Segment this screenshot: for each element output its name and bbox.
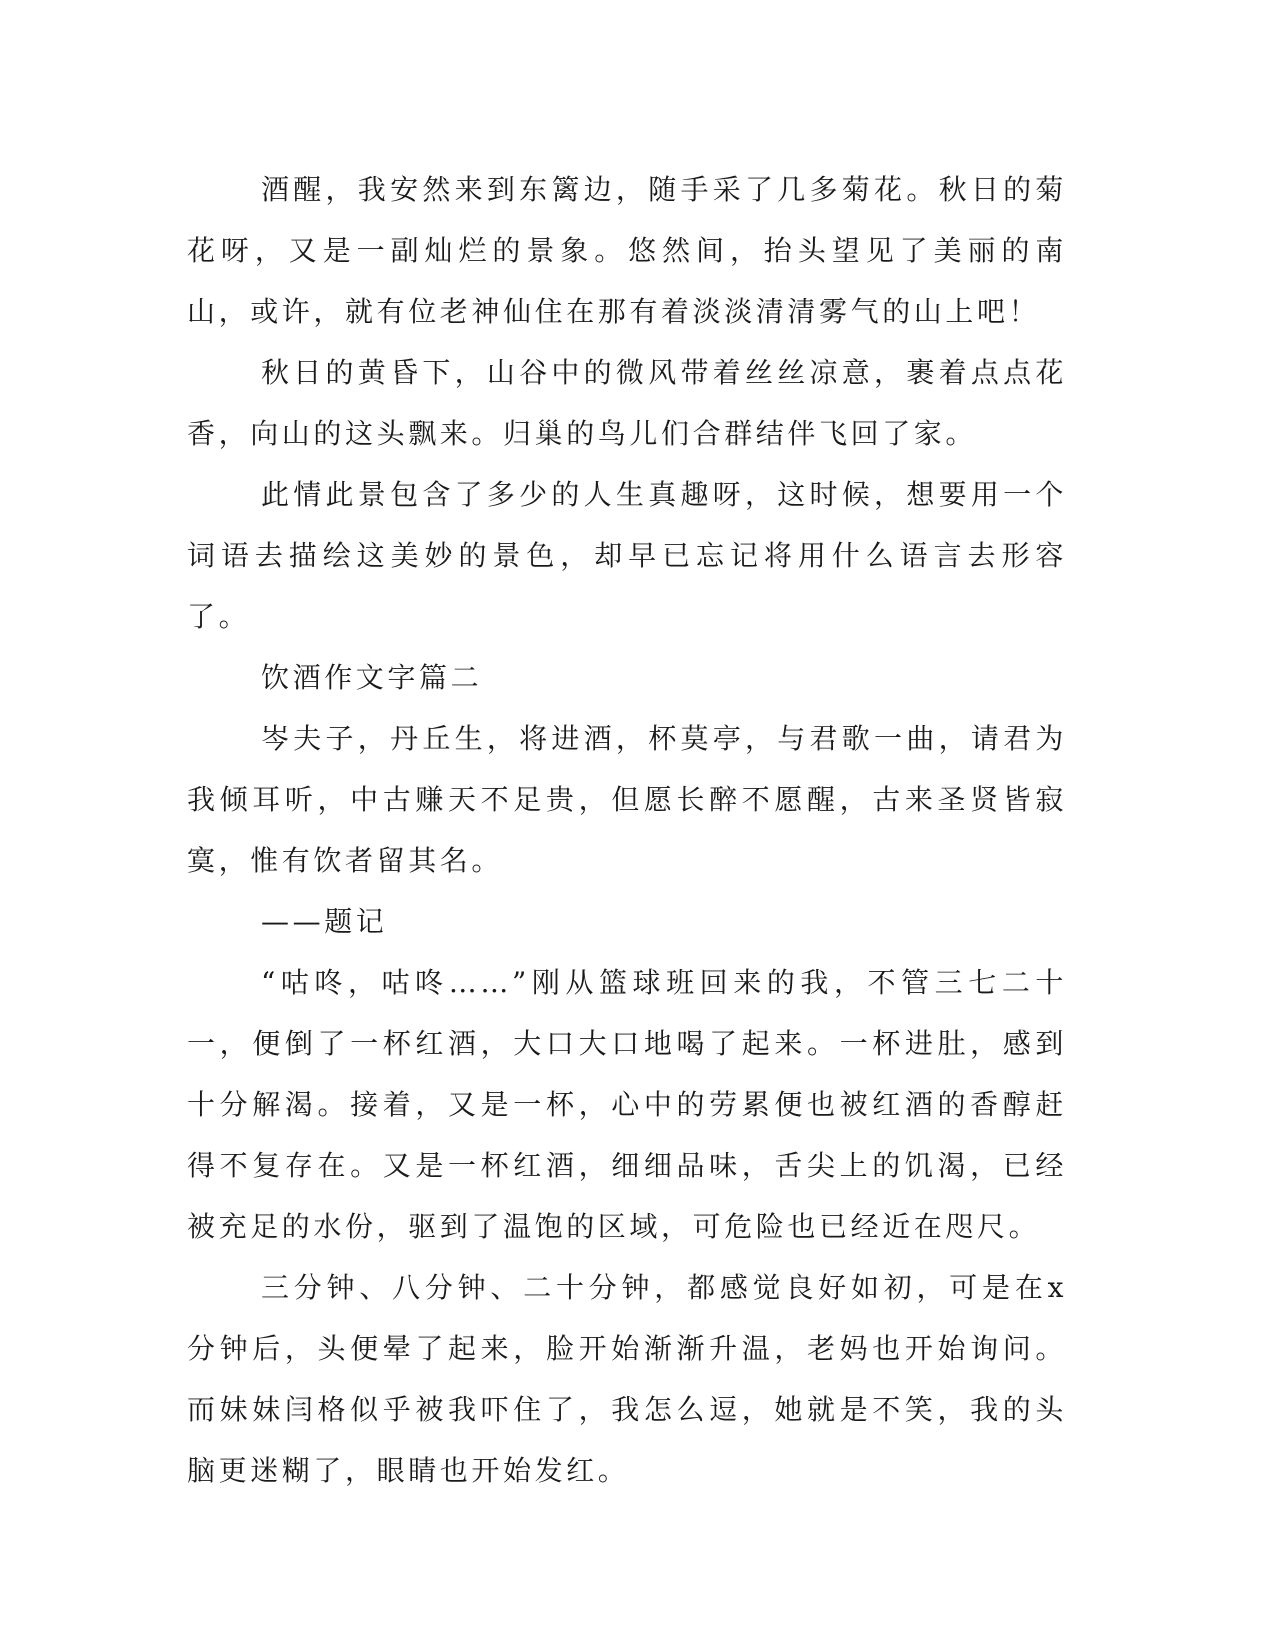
paragraph: “咕咚，咕咚……”刚从篮球班回来的我，不管三七二十一，便倒了一杯红酒，大口大口地喝了起来。一杯进肚，感到十分解渴。接着，又是一杯，心中的劳累便也被红酒的香醇赶得不复存在。又是一杯红酒，细细品味，舌尖上的饥渴，已经被充足的水份，驱到了温饱的区域，可危险也已经近在咫尺。 <box>187 966 1067 1243</box>
epigraph-attribution: ——题记 <box>261 905 388 938</box>
paragraph: 岑夫子，丹丘生，将进酒，杯莫亭，与君歌一曲，请君为我倾耳听，中古赚天不足贵，但愿长醉不愿醒，古来圣贤皆寂寞，惟有饮者留其名。 <box>187 722 1067 877</box>
section-heading: 饮酒作文字篇二 <box>261 661 483 694</box>
document-body <box>187 159 1067 1501</box>
paragraph: 三分钟、八分钟、二十分钟，都感觉良好如初，可是在x分钟后，头便晕了起来，脸开始渐渐升温，老妈也开始询问。而妹妹闫格似乎被我吓住了，我怎么逗，她就是不笑，我的头脑更迷糊了，眼睛也开始发红。 <box>187 1271 1067 1487</box>
paragraph: 秋日的黄昏下，山谷中的微风带着丝丝凉意，裹着点点花香，向山的这头飘来。归巢的鸟儿们合群结伴飞回了家。 <box>187 356 1067 450</box>
paragraph: 酒醒，我安然来到东篱边，随手采了几多菊花。秋日的菊花呀，又是一副灿烂的景象。悠然间，抬头望见了美丽的南山，或许，就有位老神仙住在那有着淡淡清清雾气的山上吧！ <box>187 173 1067 328</box>
paragraph: 此情此景包含了多少的人生真趣呀，这时候，想要用一个词语去描绘这美妙的景色，却早已忘记将用什么语言去形容了。 <box>187 478 1067 633</box>
